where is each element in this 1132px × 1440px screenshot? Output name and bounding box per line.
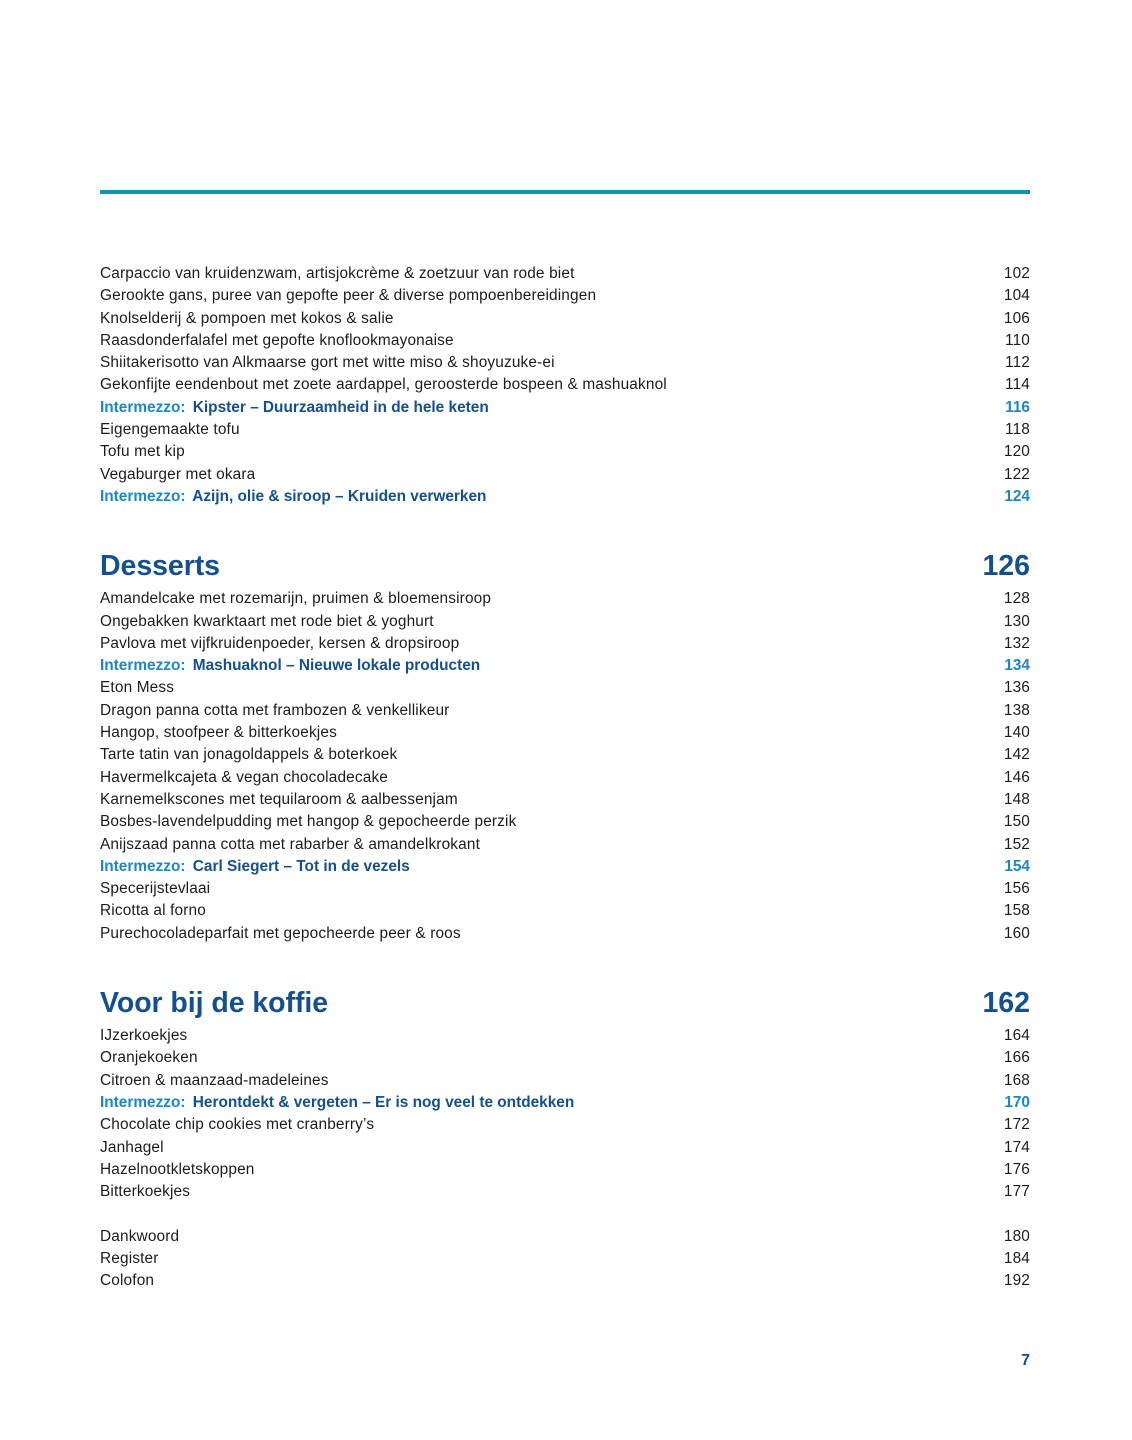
toc-entry-page-number: 104 [1003,287,1030,305]
toc-entry-title: Intermezzo: Kipster – Duurzaamheid in de hele keten [100,398,489,416]
page-folio: 7 [1021,1352,1030,1369]
toc-entry-title: Purechocoladeparfait met gepocheerde peer & roos [100,924,461,942]
toc-row-recipe[interactable] [100,1114,1030,1136]
toc-entry-page-number: 180 [1003,1227,1030,1245]
toc-row-recipe[interactable] [100,677,1030,699]
toc-entry-page-number: 138 [1003,701,1030,719]
toc-entry-title: Intermezzo: Azijn, olie & siroop – Kruiden verwerken [100,487,487,505]
intermezzo-label: Intermezzo: [100,487,186,505]
toc-row-recipe[interactable] [100,1047,1030,1069]
intermezzo-label: Intermezzo: [100,857,186,875]
toc-entry-page-number: 152 [1003,835,1030,853]
toc-entry-page-number: 114 [1005,376,1030,394]
toc-row-recipe[interactable] [100,633,1030,655]
toc-row-recipe[interactable] [100,1226,1030,1248]
toc-entry-title: Carpaccio van kruidenzwam, artisjokcrème & zoetzuur van rode biet [100,265,575,282]
toc-row-recipe[interactable] [100,1070,1030,1092]
toc-group-desserts [100,546,1030,945]
toc-entry-page-number: 122 [1003,465,1030,483]
toc-entry-page-number: 116 [1005,398,1030,416]
toc-entry-title: Gerookte gans, puree van gepofte peer & diverse pompoenbereidingen [100,287,597,305]
toc-row-recipe[interactable] [100,285,1030,307]
toc-entry-title: Anijszaad panna cotta met rabarber & amandelkrokant [100,835,481,853]
toc-entry-title: Specerijstevlaai [100,880,211,898]
toc-entry-page-number: 136 [1003,679,1030,697]
toc-row-recipe[interactable] [100,767,1030,789]
toc-entry-page-number: 170 [1004,1093,1030,1111]
toc-entry-page-number: 128 [1003,590,1030,608]
toc-entry-title: Dankwoord [100,1227,180,1245]
toc-entry-page-number: 148 [1003,790,1030,808]
toc-groups [100,263,1030,1293]
toc-row-recipe[interactable] [100,923,1030,945]
toc-group-voor-bij-de-koffie [100,983,1030,1203]
toc-entry-page-number: 160 [1003,924,1030,942]
section-heading-title: Voor bij de koffie [100,987,329,1020]
toc-entry-title: Janhagel [100,1138,164,1156]
toc-row-recipe[interactable] [100,811,1030,833]
toc-row-recipe[interactable] [100,1181,1030,1203]
toc-entry-title: Hangop, stoofpeer & bitterkoekjes [100,724,337,742]
toc-entry-title: Eigengemaakte tofu [100,421,240,439]
toc-entry-title: Ongebakken kwarktaart met rode biet & yoghurt [100,612,434,630]
toc-entry-page-number: 166 [1003,1049,1030,1067]
toc-row-recipe[interactable] [100,878,1030,900]
toc-entry-title: Ricotta al forno [100,902,206,920]
toc-entry-title: Raasdonderfalafel met gepofte knoflookmayonaise [100,331,454,349]
toc-entry-page-number: 177 [1003,1183,1030,1201]
toc-entry-title: Havermelkcajeta & vegan chocoladecake [100,768,389,786]
section-heading-title: Desserts [100,550,220,583]
intermezzo-label: Intermezzo: [100,398,186,416]
toc-entry-title: Eton Mess [100,679,175,697]
toc-row-recipe[interactable] [100,1025,1030,1047]
toc-entry-title: Gekonfijte eendenbout met zoete aardappel, geroosterde bospeen & mashuaknol [100,376,667,394]
toc-entry-page-number: 172 [1003,1116,1030,1134]
toc-entry-page-number: 130 [1003,612,1030,630]
toc-spacer [100,1203,1030,1225]
toc-entry-title: Vegaburger met okara [100,465,256,483]
toc-row-recipe[interactable] [100,330,1030,352]
toc-row-recipe[interactable] [100,1270,1030,1292]
toc-content [100,190,1030,1293]
toc-row-recipe[interactable] [100,588,1030,610]
toc-entry-page-number: 132 [1003,634,1030,652]
toc-row-recipe[interactable] [100,700,1030,722]
toc-row-recipe[interactable] [100,464,1030,486]
toc-row-recipe[interactable] [100,900,1030,922]
toc-entry-title: Knolselderij & pompoen met kokos & salie [100,309,394,327]
toc-entry-page-number: 150 [1003,813,1030,831]
toc-row-intermezzo[interactable] [100,655,1030,677]
toc-entry-title: Oranjekoeken [100,1049,198,1067]
toc-entry-title: Karnemelkscones met tequilaroom & aalbessenjam [100,790,458,808]
toc-group-back-matter [100,1203,1030,1292]
toc-entry-page-number: 158 [1003,902,1030,920]
toc-entry-page-number: 184 [1003,1249,1030,1267]
toc-row-intermezzo[interactable] [100,856,1030,878]
toc-row-recipe[interactable] [100,611,1030,633]
toc-entry-title: Citroen & maanzaad-madeleines [100,1071,329,1089]
toc-entry-page-number: 142 [1003,746,1030,764]
section-heading-row[interactable] [100,546,1030,586]
toc-row-intermezzo[interactable] [100,1092,1030,1114]
toc-row-recipe[interactable] [100,1159,1030,1181]
toc-entry-title: Hazelnootkletskoppen [100,1160,255,1178]
toc-entry-page-number: 118 [1005,421,1030,439]
toc-entry-page-number: 120 [1003,443,1030,461]
toc-row-recipe[interactable] [100,263,1030,285]
toc-row-recipe[interactable] [100,352,1030,374]
toc-row-recipe[interactable] [100,1137,1030,1159]
top-rule-divider [100,190,1030,194]
toc-entry-title: Intermezzo: Carl Siegert – Tot in de vezels [100,857,410,875]
toc-entry-page-number: 102 [1003,265,1030,282]
toc-entry-page-number: 156 [1003,880,1030,898]
toc-entry-page-number: 146 [1003,768,1030,786]
toc-entry-title: Bosbes-lavendelpudding met hangop & gepocheerde perzik [100,813,517,831]
toc-entry-title: Colofon [100,1272,155,1290]
intermezzo-label: Intermezzo: [100,657,186,675]
intermezzo-label: Intermezzo: [100,1093,186,1111]
toc-row-recipe[interactable] [100,789,1030,811]
toc-entry-title: Pavlova met vijfkruidenpoeder, kersen & dropsiroop [100,634,460,652]
toc-entry-title: Shiitakerisotto van Alkmaarse gort met witte miso & shoyuzuke-ei [100,354,555,372]
toc-row-recipe[interactable] [100,419,1030,441]
toc-row-recipe[interactable] [100,441,1030,463]
toc-entry-page-number: 140 [1003,724,1030,742]
toc-row-recipe[interactable] [100,744,1030,766]
toc-entry-title: Chocolate chip cookies met cranberry’s [100,1116,375,1134]
toc-entry-page-number: 106 [1003,309,1030,327]
toc-entry-page-number: 168 [1003,1071,1030,1089]
toc-entry-page-number: 110 [1005,331,1030,349]
toc-entry-page-number: 154 [1004,857,1030,875]
toc-entry-title: Dragon panna cotta met frambozen & venkellikeur [100,701,450,719]
toc-entry-title: Tarte tatin van jonagoldappels & boterkoek [100,746,398,764]
section-heading-page-number: 126 [982,550,1030,583]
toc-entry-title: Intermezzo: Herontdekt & vergeten – Er is nog veel te ontdekken [100,1093,575,1111]
toc-entry-page-number: 176 [1003,1160,1030,1178]
toc-entry-page-number: 134 [1004,657,1030,675]
toc-entry-page-number: 112 [1005,354,1030,372]
toc-row-recipe[interactable] [100,834,1030,856]
toc-group-continued-mains [100,263,1030,508]
section-heading-row[interactable] [100,983,1030,1023]
toc-row-recipe[interactable] [100,308,1030,330]
toc-entry-page-number: 124 [1004,487,1030,505]
toc-entry-title: Tofu met kip [100,443,185,461]
toc-entry-page-number: 174 [1003,1138,1030,1156]
toc-row-intermezzo[interactable] [100,397,1030,419]
toc-row-intermezzo[interactable] [100,486,1030,508]
toc-row-recipe[interactable] [100,1248,1030,1270]
toc-row-recipe[interactable] [100,722,1030,744]
toc-entry-page-number: 164 [1003,1027,1030,1045]
section-heading-page-number: 162 [982,987,1030,1020]
toc-entry-title: Register [100,1249,159,1267]
toc-entry-title: Bitterkoekjes [100,1183,191,1201]
toc-row-recipe[interactable] [100,374,1030,396]
toc-entry-title: Amandelcake met rozemarijn, pruimen & bloemensiroop [100,590,492,608]
toc-entry-title: IJzerkoekjes [100,1027,188,1045]
toc-entry-title: Intermezzo: Mashuaknol – Nieuwe lokale producten [100,657,481,675]
toc-entry-page-number: 192 [1003,1272,1030,1290]
